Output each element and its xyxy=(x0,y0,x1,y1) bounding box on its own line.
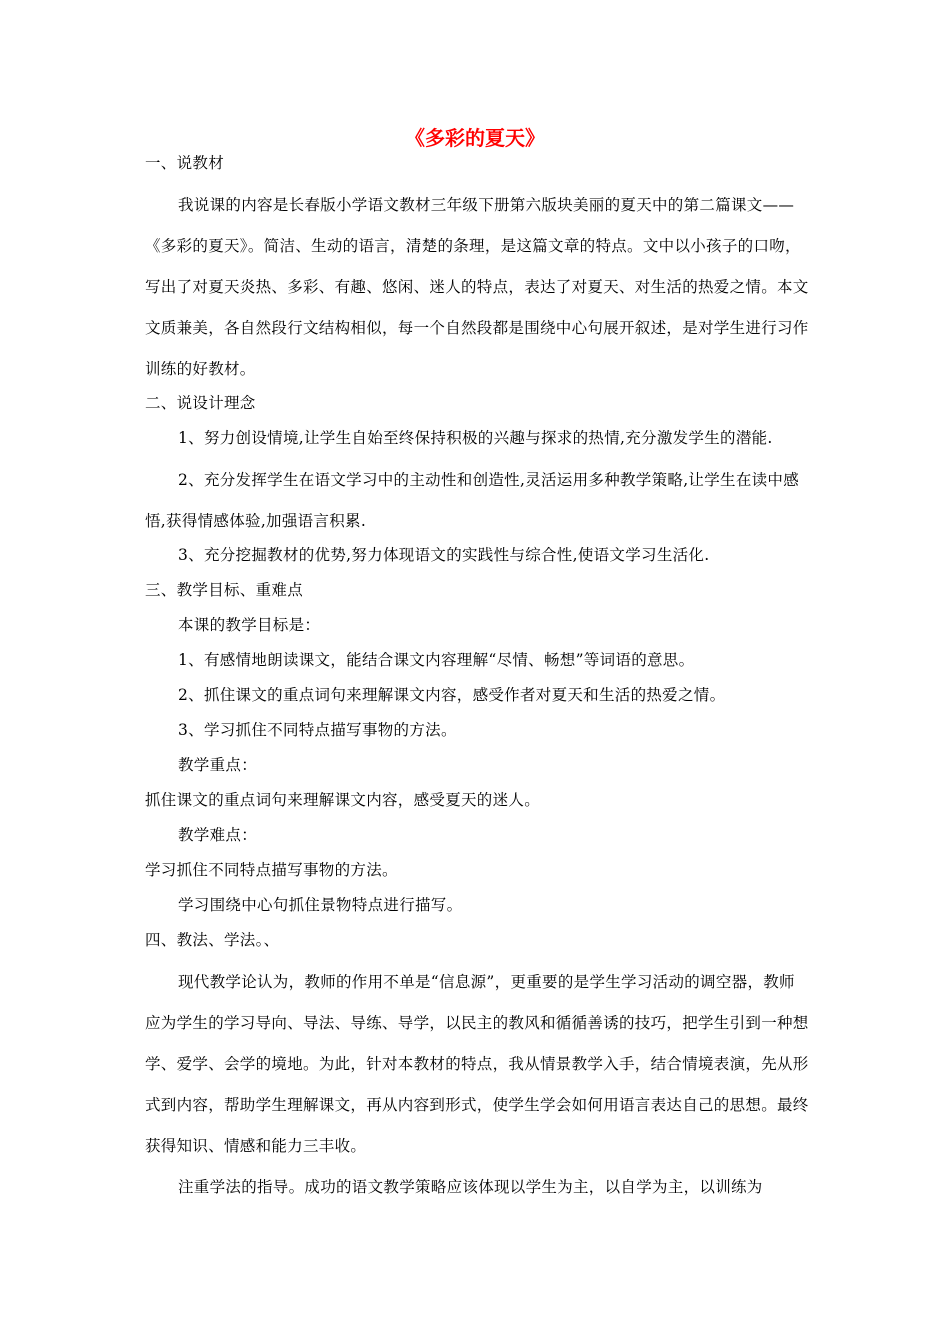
section-heading: 二、说设计理念 xyxy=(145,394,256,412)
section-heading: 四、教法、学法。、 xyxy=(145,931,280,949)
paragraph: 1、有感情地朗读课文，能结合课文内容理解“尽情、畅想”等词语的意思。 xyxy=(178,651,695,669)
paragraph: 2、抓住课文的重点词句来理解课文内容，感受作者对夏天和生活的热爱之情。 xyxy=(178,686,726,704)
paragraph: 抓住课文的重点词句来理解课文内容，感受夏天的迷人。 xyxy=(145,791,541,809)
section-heading: 三、教学目标、重难点 xyxy=(145,581,304,599)
section-heading: 一、说教材 xyxy=(145,154,225,172)
paragraph: 注重学法的指导。成功的语文教学策略应该体现以学生为主，以自学为主，以训练为 xyxy=(178,1178,763,1196)
paragraph: 教学重点： xyxy=(178,756,258,774)
paragraph: 2、充分发挥学生在语文学习中的主动性和创造性,灵活运用多种教学策略,让学生在读中感悟,获得情感体验,加强语言积累. xyxy=(145,471,800,530)
paragraph: 1、努力创设情境,让学生自始至终保持积极的兴趣与探求的热情,充分激发学生的潜能. xyxy=(178,429,773,447)
paragraph: 学习抓住不同特点描写事物的方法。 xyxy=(145,861,398,879)
paragraph: 我说课的内容是长春版小学语文教材三年级下册第六版块美丽的夏天中的第二篇课文——《多彩的夏天》。简洁、生动的语言，清楚的条理，是这篇文章的特点。文中以小孩子的口吻，写出了对夏天炎热、多彩、有趣、悠闲、迷人的特点，表达了对夏天、对生活的热爱之情。本文文质兼美，各自然段行文结构相似，每一个自然段都是围绕中心句展开叙述，是对学生进行习作训练的好教材。 xyxy=(145,196,809,378)
document-title: 《多彩的夏天》 xyxy=(405,126,545,150)
document-body xyxy=(145,150,810,1208)
paragraph: 学习围绕中心句抓住景物特点进行描写。 xyxy=(178,896,463,914)
paragraph: 现代教学论认为，教师的作用不单是“信息源”，更重要的是学生学习活动的调空器，教师应为学生的学习导向、导法、导练、导学，以民主的教风和循循善诱的技巧，把学生引到一种想学、爱学、会学的境地。为此，针对本教材的特点，我从情景教学入手，结合情境表演，先从形式到内容，帮助学生理解课文，再从内容到形式，使学生学会如何用语言表达自己的思想。最终获得知识、情感和能力三丰收。 xyxy=(145,973,809,1155)
paragraph: 本课的教学目标是： xyxy=(178,616,321,634)
paragraph: 教学难点： xyxy=(178,826,258,844)
paragraph: 3、学习抓住不同特点描写事物的方法。 xyxy=(178,721,457,739)
paragraph: 3、充分挖掘教材的优势,努力体现语文的实践性与综合性,使语文学习生活化. xyxy=(178,546,710,564)
